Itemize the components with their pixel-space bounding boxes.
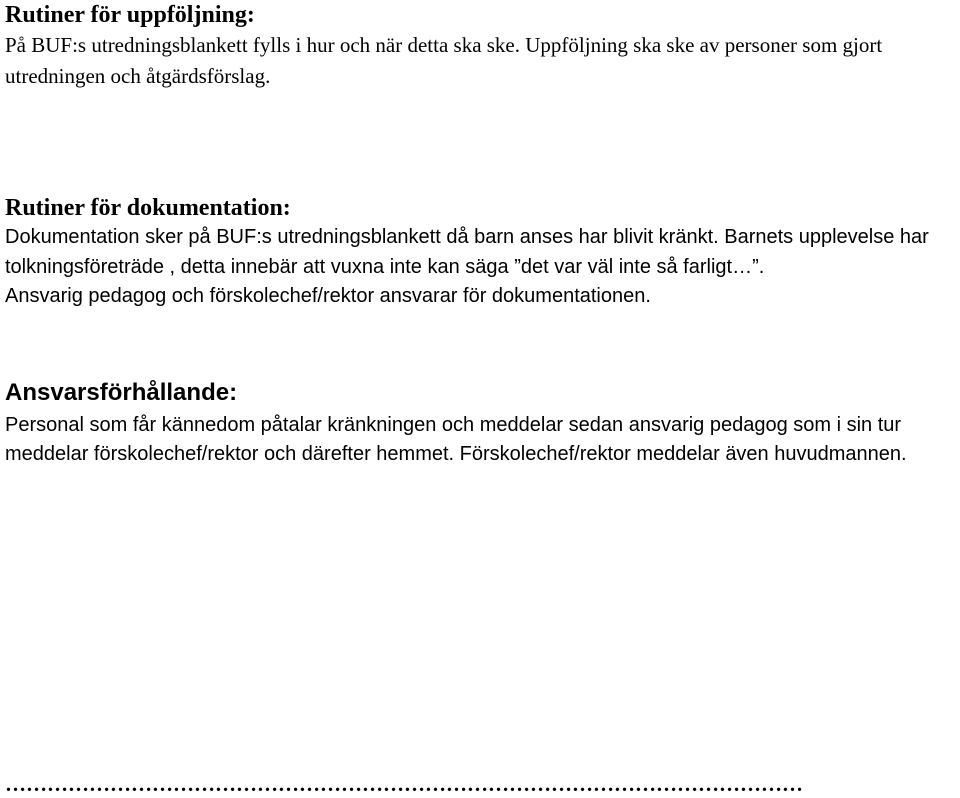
heading-rutiner-dokumentation: Rutiner för dokumentation:: [5, 195, 291, 221]
section-ansvarsforhallande: [5, 379, 955, 469]
heading-ansvarsforhallande: Ansvarsförhållande:: [5, 379, 238, 406]
heading-rutiner-uppfoljning: Rutiner för uppföljning:: [5, 2, 255, 28]
paragraph-uppfoljning: På BUF:s utredningsblankett fylls i hur och när detta ska ske. Uppföljning ska ske av personer som gjort utredningen och åtgärdsförslag.: [5, 33, 883, 88]
paragraph-ansvarsforhallande: Personal som får kännedom påtalar kränkningen och meddelar sedan ansvarig pedagog som i sin tur meddelar förskolechef/rektor och därefter hemmet. Förskolechef/rektor meddelar även huvudmannen.: [5, 414, 907, 465]
paragraph-dokumentation-ansvar: Ansvarig pedagog och förskolechef/rektor ansvarar för dokumentationen.: [5, 285, 651, 307]
section-dokumentation: [5, 193, 955, 312]
paragraph-dokumentation: Dokumentation sker på BUF:s utredningsblankett då barn anses har blivit kränkt. Barnets upplevelse har tolkningsföreträde , detta innebär att vuxna inte kan säga ”det var väl inte så farligt…”.: [5, 226, 929, 278]
section-uppfoljning: [5, 0, 955, 92]
dotted-separator: ……………………………………………………………………………………………………: [5, 772, 803, 796]
